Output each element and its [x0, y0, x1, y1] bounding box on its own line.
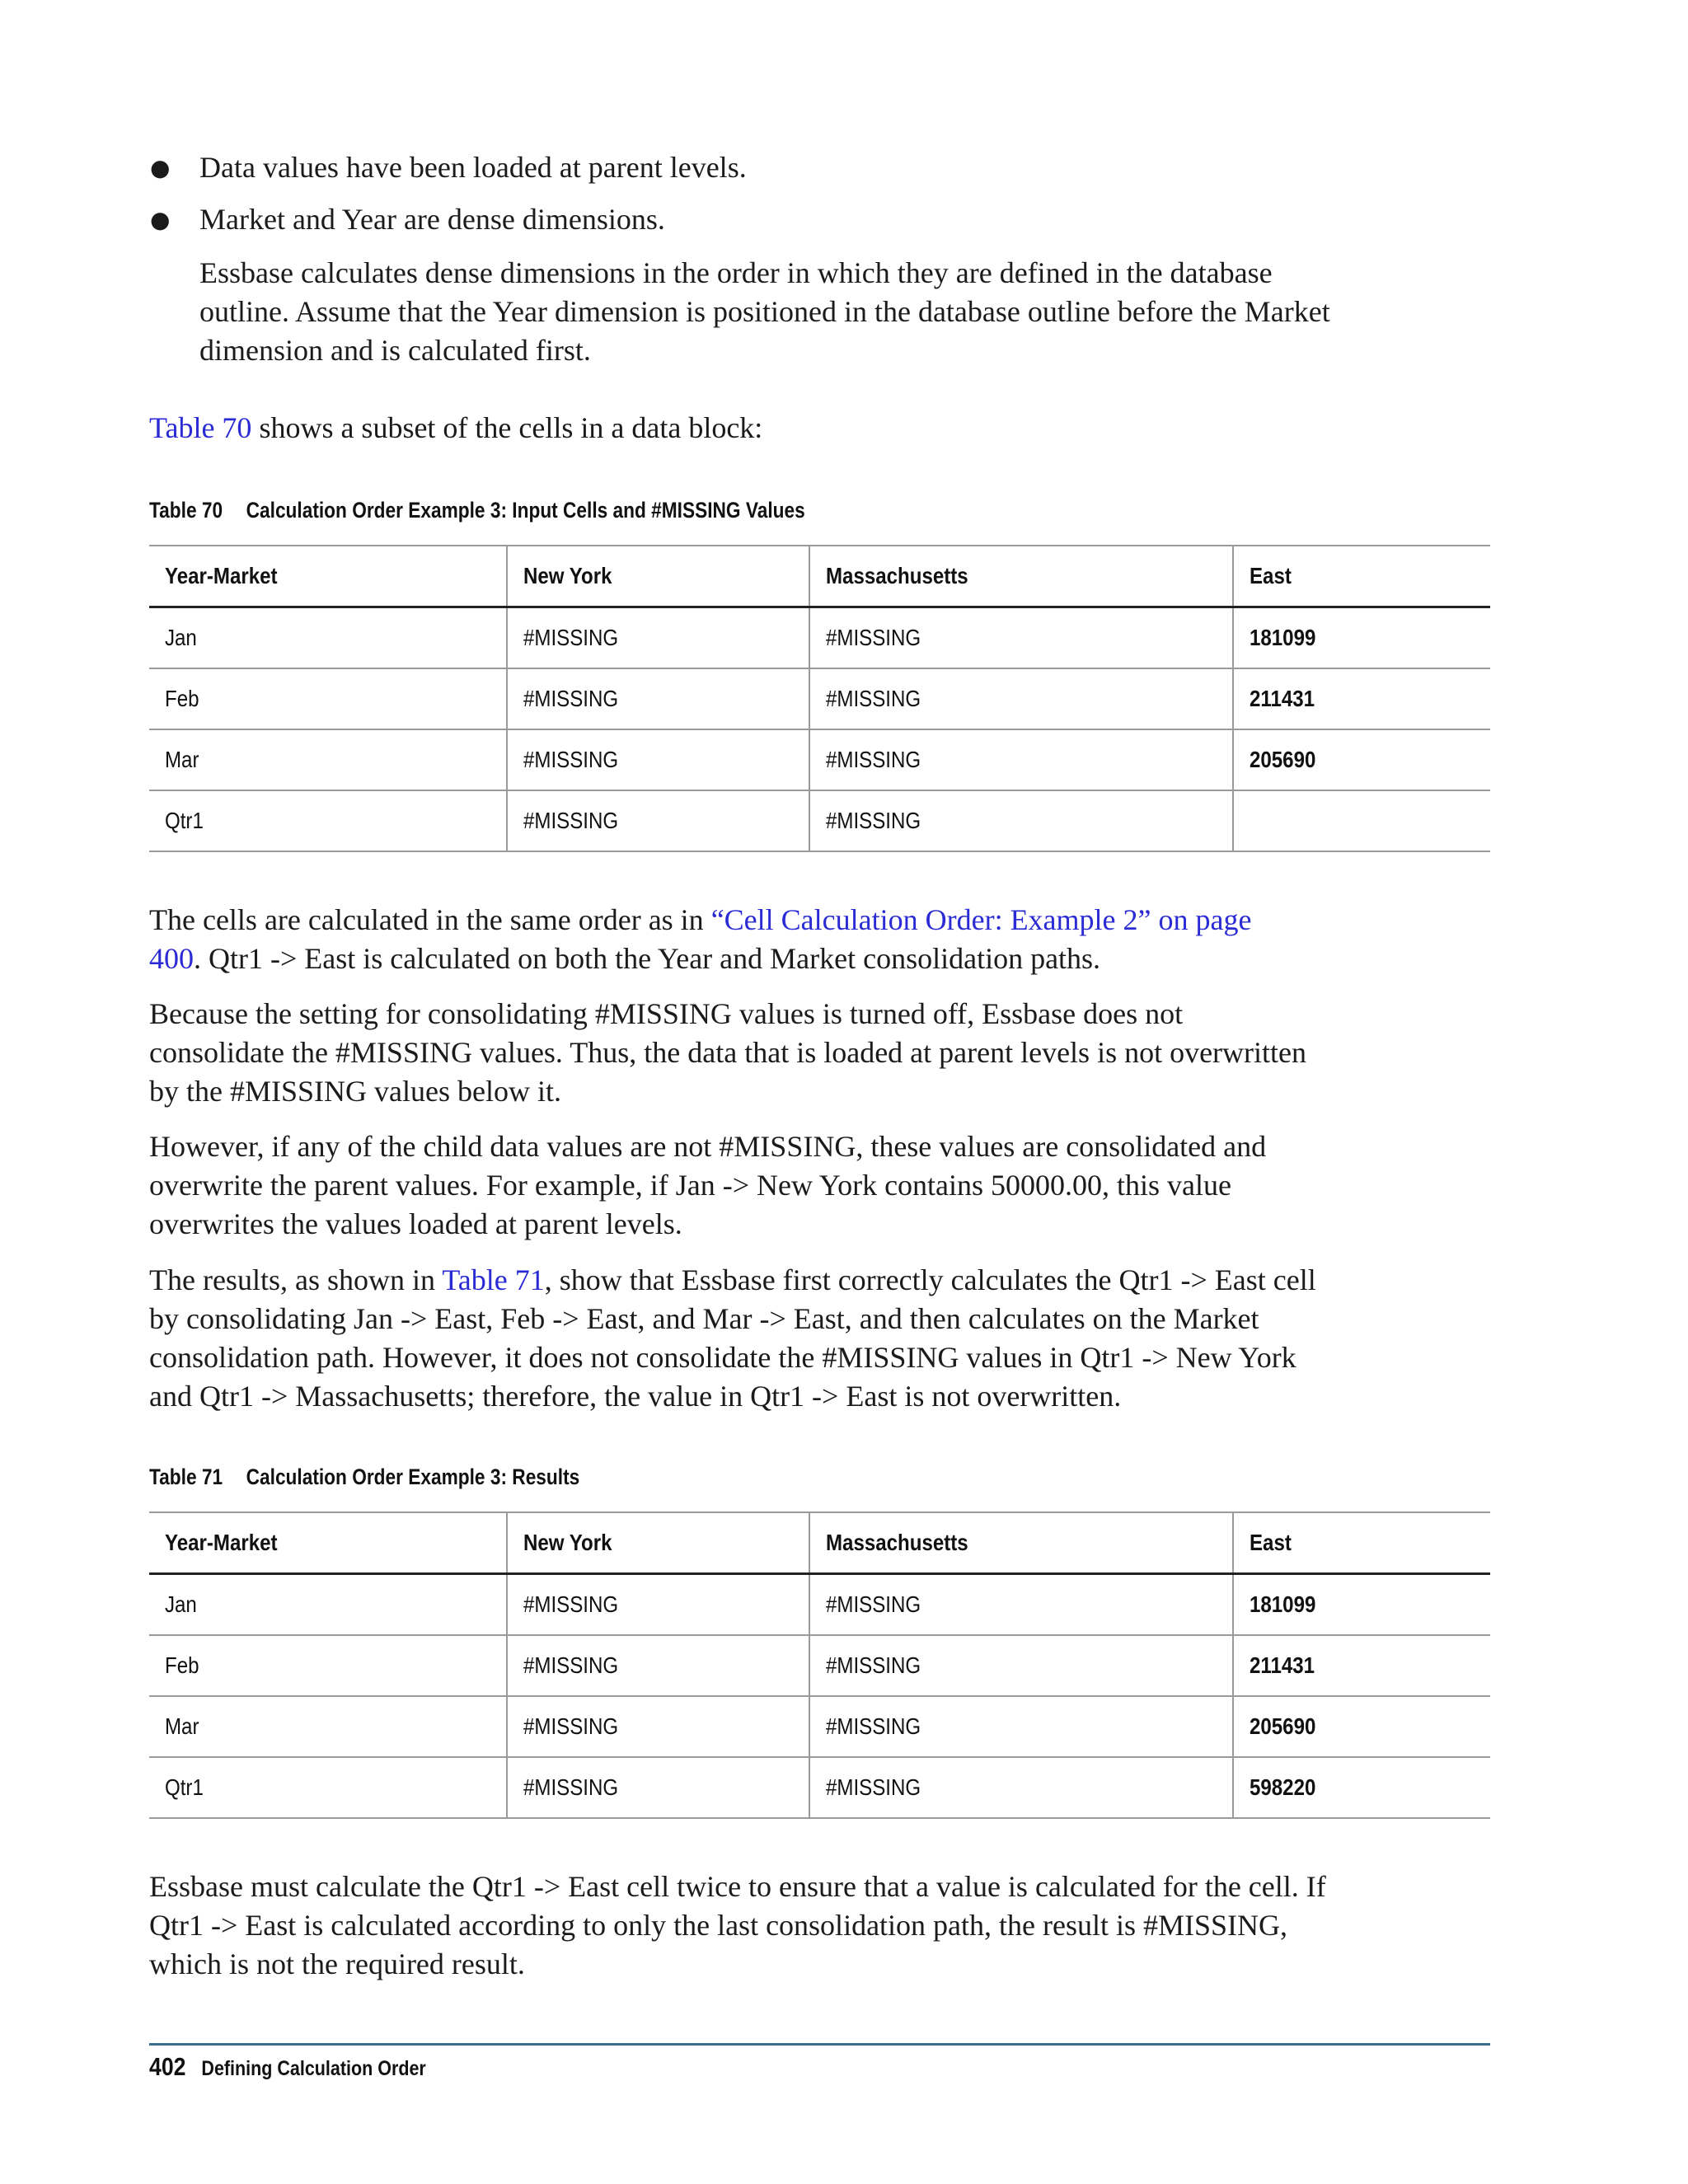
bullet-continuation-paragraph: Essbase calculates dense dimensions in the order in which they are defined in the database outline. Assume that the Year dimension is positioned in the database outline before the Market dimension and is calculated first.	[199, 256, 1330, 367]
table-header-row	[149, 546, 1490, 607]
column-header: East	[1233, 546, 1490, 607]
table-cell: #MISSING	[809, 1696, 1233, 1757]
paragraph-2: Because the setting for consolidating #MISSING values is turned off, Essbase does not consolidate the #MISSING values. Thus, the data that is loaded at parent levels is not overwritten by the #MISSING values below it.	[149, 997, 1307, 1108]
column-header: Year-Market	[149, 546, 507, 607]
page-number: 402	[149, 2052, 186, 2081]
table-row	[149, 668, 1490, 729]
table-cell: Qtr1	[149, 790, 507, 851]
table-cell: Qtr1	[149, 1757, 507, 1818]
table-70	[149, 545, 1490, 852]
table-70-link[interactable]: Table 70	[149, 411, 252, 444]
paragraph-text: , show that Essbase first correctly calculates the Qtr1 -> East cell by consolidating Jan -> East, Feb -> East, and Mar -> East, and then calculates on the Market consolidation path. However, it does not consolidate the #MISSING values in Qtr1 -> New York and Qtr1 -> Massachusetts; therefore, the value in Qtr1 -> East is not overwritten.	[149, 1263, 1316, 1413]
bullet-item	[150, 148, 747, 189]
bullet-item	[150, 200, 665, 241]
table-cell: 181099	[1233, 1574, 1490, 1636]
table-71-caption	[149, 1465, 579, 1490]
column-header: Year-Market	[149, 1512, 507, 1574]
table-cell: 211431	[1233, 668, 1490, 729]
bullet-text: Data values have been loaded at parent levels.	[199, 151, 747, 184]
table-cell: #MISSING	[809, 1757, 1233, 1818]
table-cell: #MISSING	[507, 729, 809, 790]
table-header-row	[149, 1512, 1490, 1574]
paragraph-1	[149, 901, 1303, 978]
bullet-text: Market and Year are dense dimensions.	[199, 203, 665, 236]
table-cell: Mar	[149, 729, 507, 790]
footer-divider	[149, 2043, 1490, 2046]
column-header: New York	[507, 546, 809, 607]
table-cell: Mar	[149, 1696, 507, 1757]
table-cell: #MISSING	[809, 729, 1233, 790]
table-cell: #MISSING	[809, 668, 1233, 729]
table-cell: #MISSING	[809, 1635, 1233, 1696]
table-cell: Jan	[149, 1574, 507, 1636]
table-row	[149, 1757, 1490, 1818]
paragraph-4	[149, 1261, 1320, 1416]
paragraph-5: Essbase must calculate the Qtr1 -> East cell twice to ensure that a value is calculated for the cell. If Qtr1 -> East is calculated according to only the last consolidation path, the result is #MISSING, which is not the required result.	[149, 1870, 1326, 1980]
table-row	[149, 607, 1490, 669]
chapter-title: Defining Calculation Order	[201, 2057, 426, 2080]
table-71-link[interactable]: Table 71	[442, 1263, 545, 1296]
table-cell: 205690	[1233, 1696, 1490, 1757]
bullet-dot-icon: ●	[150, 206, 171, 233]
table-row	[149, 729, 1490, 790]
table-cell: #MISSING	[507, 1635, 809, 1696]
intro-text: shows a subset of the cells in a data block:	[251, 411, 763, 444]
table-cell: 181099	[1233, 607, 1490, 669]
bullet-dot-icon: ●	[150, 154, 171, 181]
column-header: New York	[507, 1512, 809, 1574]
table-cell: #MISSING	[809, 607, 1233, 669]
table-cell: Jan	[149, 607, 507, 669]
table-cell: 598220	[1233, 1757, 1490, 1818]
column-header: Massachusetts	[809, 546, 1233, 607]
table-cell: Feb	[149, 668, 507, 729]
column-header: East	[1233, 1512, 1490, 1574]
paragraph-text: . Qtr1 -> East is calculated on both the Year and Market consolidation paths.	[194, 942, 1101, 975]
table-cell: Feb	[149, 1635, 507, 1696]
column-header: Massachusetts	[809, 1512, 1233, 1574]
table-title: Calculation Order Example 3: Results	[246, 1465, 580, 1489]
table-cell: #MISSING	[809, 1574, 1233, 1636]
table-row	[149, 790, 1490, 851]
intro-paragraph	[149, 409, 1320, 448]
paragraph-text: The cells are calculated in the same order as in	[149, 903, 711, 936]
table-71	[149, 1511, 1490, 1819]
table-cell	[1233, 790, 1490, 851]
table-row	[149, 1635, 1490, 1696]
table-cell: #MISSING	[507, 668, 809, 729]
table-cell: #MISSING	[507, 1757, 809, 1818]
table-row	[149, 1696, 1490, 1757]
table-title: Calculation Order Example 3: Input Cells and #MISSING Values	[246, 498, 805, 523]
table-number: Table 71	[149, 1465, 223, 1489]
cross-reference-link[interactable]: “Cell Calculation Order: Example 2” on page 400	[149, 903, 1252, 975]
table-row	[149, 1574, 1490, 1636]
table-cell: 211431	[1233, 1635, 1490, 1696]
table-70-caption	[149, 498, 805, 523]
paragraph-3: However, if any of the child data values are not #MISSING, these values are consolidated and overwrite the parent values. For example, if Jan -> New York contains 50000.00, this value overwrites the values loaded at parent levels.	[149, 1130, 1267, 1240]
table-cell: 205690	[1233, 729, 1490, 790]
table-cell: #MISSING	[507, 790, 809, 851]
table-cell: #MISSING	[507, 607, 809, 669]
paragraph-text: The results, as shown in	[149, 1263, 443, 1296]
table-number: Table 70	[149, 498, 223, 523]
page-footer	[149, 2052, 426, 2082]
table-cell: #MISSING	[507, 1696, 809, 1757]
table-cell: #MISSING	[809, 790, 1233, 851]
table-cell: #MISSING	[507, 1574, 809, 1636]
